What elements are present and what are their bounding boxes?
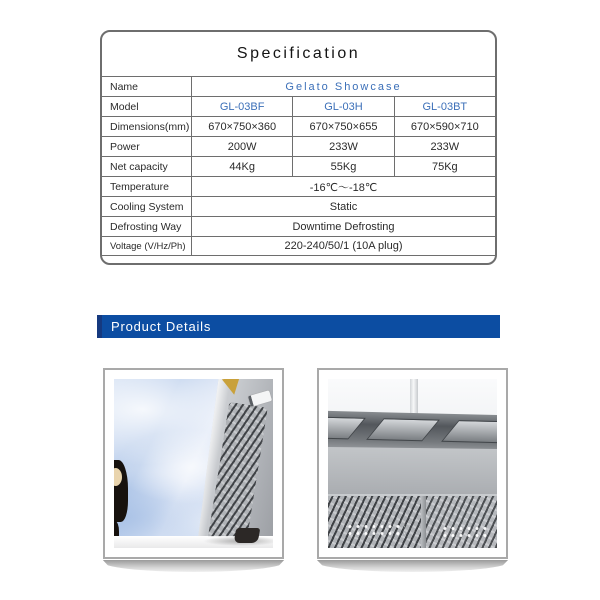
specification-table	[100, 30, 497, 265]
row-label-model: Model	[102, 97, 192, 116]
frame-shadow-left	[101, 560, 286, 572]
cooling-system-value: Static	[329, 200, 358, 213]
power-value-3: 233W	[394, 137, 495, 156]
vent-row	[328, 494, 497, 548]
gold-logo-sticker	[222, 379, 242, 396]
dimensions-value-3: 670×590×710	[394, 117, 495, 136]
temperature-value: -16℃～-18℃	[309, 181, 378, 194]
power-value-1: 200W	[227, 140, 257, 153]
spec-row-net-capacity	[102, 156, 495, 176]
gelato-pan	[441, 420, 497, 443]
vent-highlight	[441, 525, 487, 539]
product-photo-machine-vent	[114, 379, 273, 548]
spec-row-power	[102, 136, 495, 156]
model-value-1: GL-03BF	[219, 100, 265, 113]
banner-label: Product Details	[111, 319, 212, 334]
product-photo-showcase-front	[328, 379, 497, 548]
product-details-banner	[97, 315, 500, 338]
row-label-temperature: Temperature	[102, 177, 192, 196]
capacity-value-1: 44Kg	[229, 160, 256, 173]
row-label-name: Name	[102, 77, 192, 96]
front-body-panel	[328, 447, 497, 496]
row-value-name: Gelato Showcase	[285, 80, 402, 93]
gelato-pan	[366, 418, 439, 441]
vent-grille-right	[426, 496, 497, 548]
frame-shadow-right	[315, 560, 510, 572]
row-label-net-capacity: Net capacity	[102, 157, 192, 176]
spec-row-cooling-system	[102, 196, 495, 216]
defrosting-way-value: Downtime Defrosting	[292, 220, 395, 233]
spec-row-dimensions	[102, 116, 495, 136]
model-value-3: GL-03BT	[394, 97, 495, 116]
gelato-pan	[328, 417, 366, 440]
spec-row-name	[102, 76, 495, 96]
product-photo-frame-left	[103, 368, 284, 559]
model-value-2: GL-03H	[292, 97, 393, 116]
row-label-dimensions: Dimensions(mm)	[102, 117, 192, 136]
row-label-cooling-system: Cooling System	[102, 197, 192, 216]
row-label-defrosting-way: Defrosting Way	[102, 217, 192, 236]
spec-row-temperature	[102, 176, 495, 196]
voltage-value: 220-240/50/1 (10A plug)	[284, 240, 403, 252]
spec-row-model	[102, 96, 495, 116]
white-label-sticker	[248, 390, 272, 407]
spec-row-defrosting-way	[102, 216, 495, 236]
vent-grille-left	[328, 496, 421, 548]
banner-accent-strip	[97, 315, 102, 338]
capacity-value-2: 55Kg	[292, 157, 393, 176]
machine-foot	[233, 528, 260, 543]
spec-row-voltage	[102, 236, 495, 256]
machine-corner	[198, 379, 273, 536]
dimensions-value-2: 670×750×655	[292, 117, 393, 136]
vent-highlight	[346, 523, 406, 537]
dimensions-value-1: 670×750×360	[208, 120, 277, 133]
capacity-value-3: 75Kg	[394, 157, 495, 176]
row-label-power: Power	[102, 137, 192, 156]
product-photo-frame-right	[317, 368, 508, 559]
spec-table-title: Specification	[236, 45, 361, 62]
row-label-voltage: Voltage (V/Hz/Ph)	[102, 237, 192, 255]
power-value-2: 233W	[292, 137, 393, 156]
